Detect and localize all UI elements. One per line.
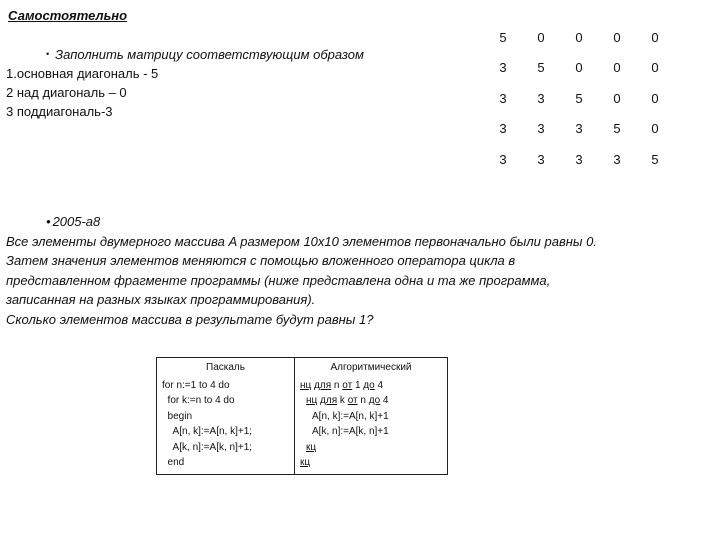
matrix-cell: 3: [575, 151, 583, 167]
code-line: A[n, k]:=A[n, k]+1: [312, 410, 389, 422]
task1-rule-1: 1.основная диагональ - 5: [6, 66, 159, 81]
matrix-cell: 0: [651, 90, 659, 106]
matrix-cell: 3: [499, 121, 507, 137]
matrix-cell: 3: [613, 151, 621, 167]
bullet-icon: •: [46, 49, 50, 59]
code-token: n: [333, 379, 340, 391]
matrix-cell: 3: [537, 121, 545, 137]
task2-block: [6, 212, 706, 329]
matrix-cell: 0: [537, 29, 545, 45]
task1-rule-2: 2 над диагональ – 0: [6, 85, 127, 100]
matrix-row: [484, 22, 674, 53]
code-token: 4: [377, 379, 384, 391]
code-line: A[n, k]:=A[n, k]+1;: [162, 426, 253, 437]
matrix-cell: 0: [651, 60, 659, 76]
matrix-row: [484, 114, 674, 145]
matrix-cell: 5: [575, 90, 583, 106]
matrix-cell: 0: [613, 60, 621, 76]
code-line: [300, 440, 442, 456]
code-token: k: [339, 395, 345, 406]
task2-line: Затем значения элементов меняются с помощью вложенного оператора цикла в: [6, 253, 516, 268]
keyword: кц: [306, 441, 317, 453]
task1-instruction: [6, 45, 364, 64]
keyword: от: [342, 379, 353, 391]
matrix-row: [484, 83, 674, 114]
task2-title-text: 2005-а8: [52, 214, 101, 229]
matrix-cell: 0: [575, 60, 583, 76]
matrix-cell: 0: [651, 29, 659, 45]
task1-block: [6, 45, 364, 121]
matrix-cell: 5: [499, 29, 507, 45]
code-line: [300, 378, 442, 394]
task2-line: записанная на разных языках программирования).: [6, 292, 316, 307]
task1-rule-3: 3 поддиагональ-3: [6, 104, 113, 119]
matrix-cell: 0: [651, 121, 659, 137]
code-table: [156, 357, 448, 475]
code-token: 4: [382, 395, 389, 406]
code-line: [300, 393, 442, 409]
code-line: begin: [162, 410, 193, 422]
matrix-cell: 3: [537, 151, 545, 167]
code-line: for k:=n to 4 do: [162, 395, 235, 406]
algo-header: Алгоритмический: [295, 358, 448, 376]
keyword: до: [368, 395, 381, 406]
bullet-icon: •: [46, 214, 51, 229]
keyword: нц: [300, 379, 312, 391]
algo-code: [295, 376, 448, 475]
matrix-row: [484, 53, 674, 84]
code-line: end: [162, 457, 185, 468]
keyword: для: [314, 379, 332, 391]
matrix-cell: 0: [613, 29, 621, 45]
code-line: A[k, n]:=A[k, n]+1: [312, 426, 389, 437]
matrix: [484, 22, 674, 175]
task2-title: [6, 212, 706, 232]
task2-line: Все элементы двумерного массива A размером 10х10 элементов первоначально были равны 0.: [6, 233, 597, 249]
matrix-cell: 5: [537, 60, 545, 76]
section-heading: Самостоятельно: [8, 8, 128, 23]
code-line: [300, 455, 442, 471]
matrix-cell: 3: [499, 60, 507, 76]
matrix-row: [484, 144, 674, 175]
code-token: n: [360, 395, 366, 406]
pascal-code: [157, 376, 295, 475]
matrix-cell: 3: [499, 90, 507, 106]
matrix-cell: 5: [613, 121, 621, 137]
matrix-cell: 3: [575, 121, 583, 137]
task2-line: представленном фрагменте программы (ниже представлена одна и та же программа,: [6, 272, 551, 288]
code-token: 1: [354, 379, 361, 391]
matrix-cell: 5: [651, 151, 659, 167]
code-line: A[k, n]:=A[k, n]+1;: [162, 441, 253, 453]
matrix-cell: 3: [537, 90, 545, 106]
pascal-header: Паскаль: [157, 358, 295, 376]
keyword: нц: [306, 395, 318, 406]
matrix-cell: 0: [613, 90, 621, 106]
keyword: для: [320, 395, 338, 406]
code-line: for n:=1 to 4 do: [162, 379, 230, 391]
keyword: от: [347, 395, 358, 406]
matrix-cell: 3: [499, 151, 507, 167]
matrix-cell: 0: [575, 29, 583, 45]
task2-line: Сколько элементов массива в результате будут равны 1?: [6, 311, 374, 327]
keyword: до: [363, 379, 375, 391]
keyword: кц: [300, 457, 311, 468]
task1-instruction-text: Заполнить матрицу соответствующим образом: [55, 47, 364, 62]
